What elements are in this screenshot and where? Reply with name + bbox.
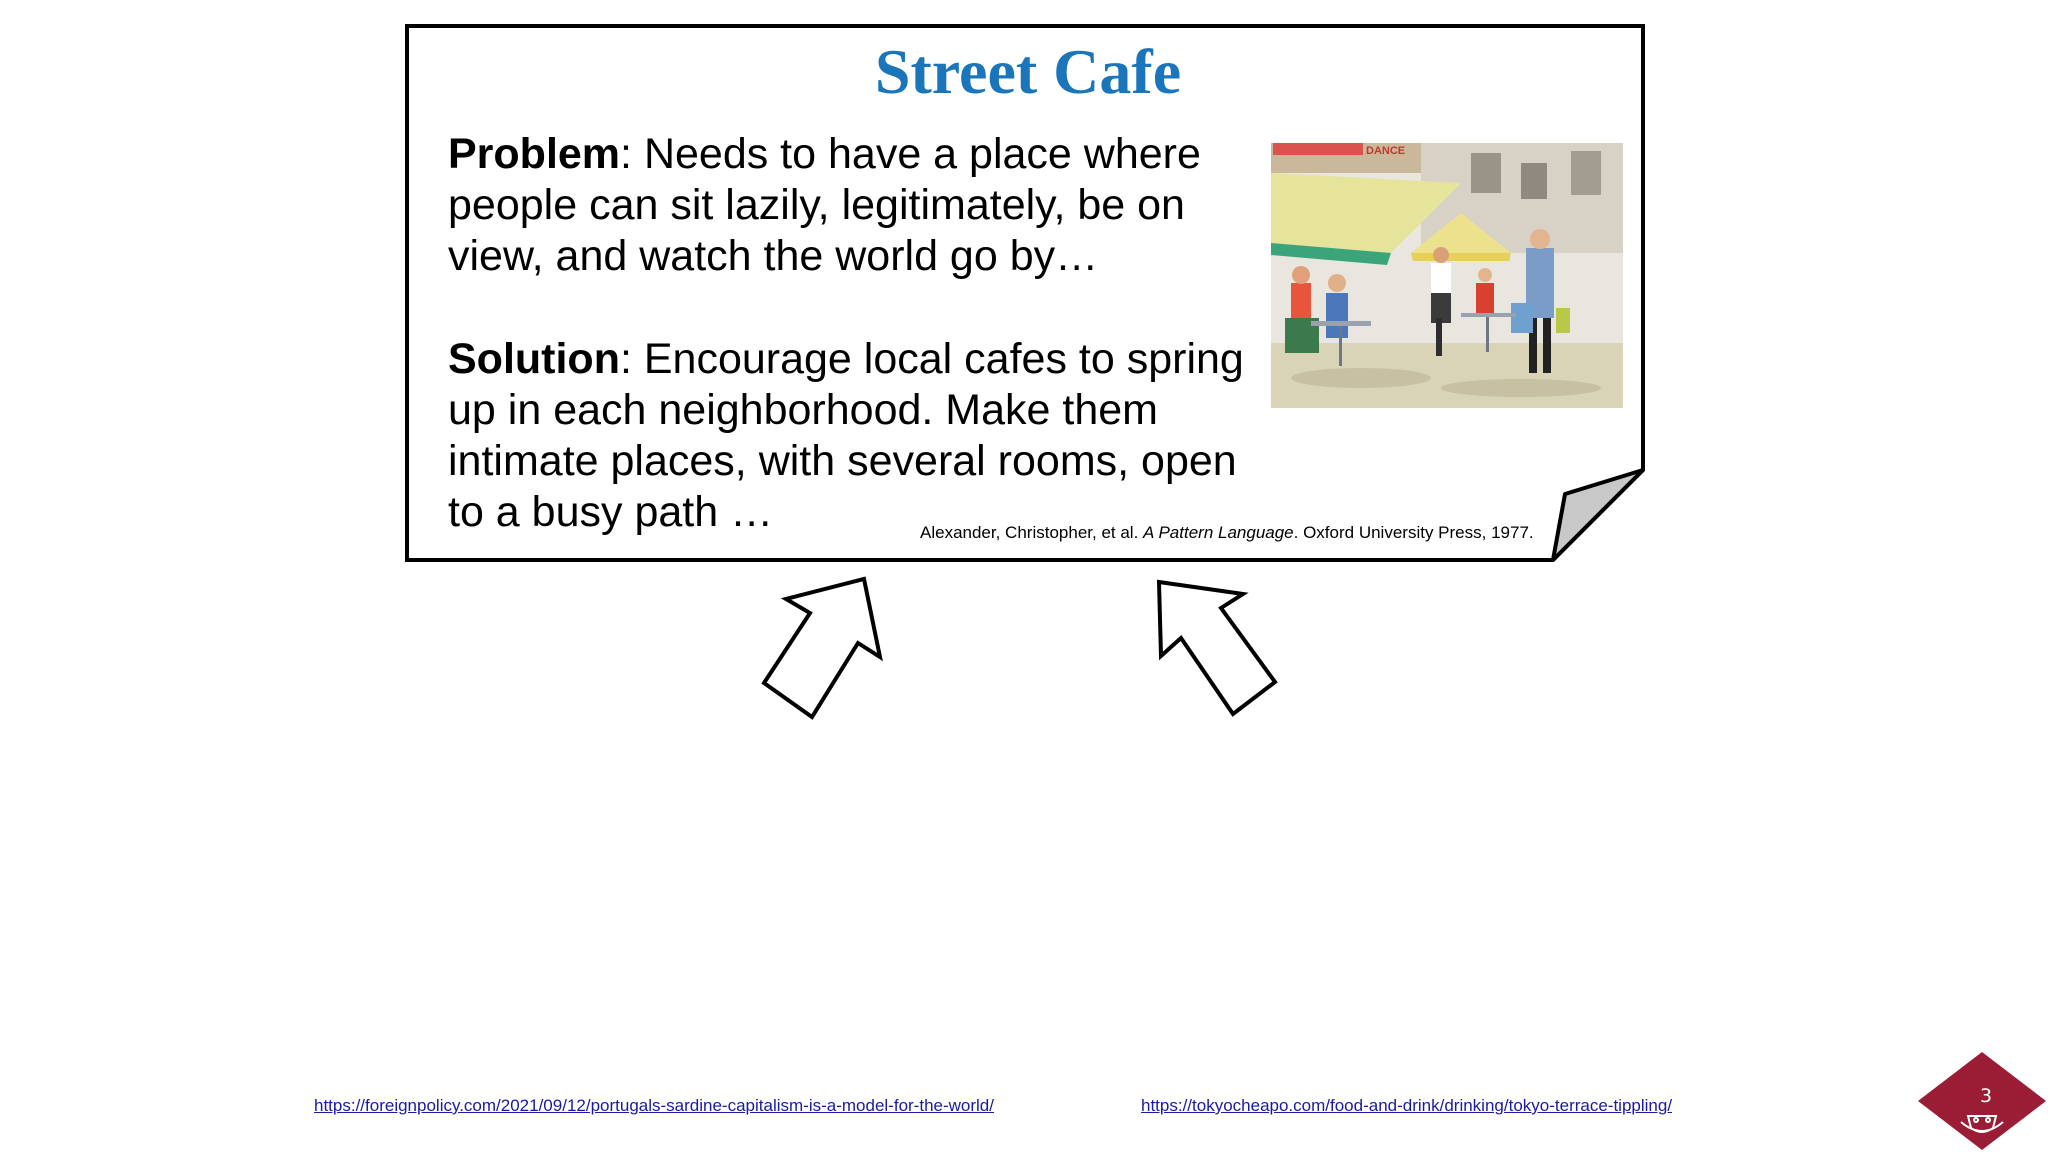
problem-label: Problem: [448, 130, 621, 178]
citation-book-title: A Pattern Language: [1143, 523, 1294, 542]
citation-authors: Alexander, Christopher, et al.: [920, 523, 1144, 542]
problem-paragraph: [448, 129, 1248, 282]
foreignpolicy-link[interactable]: https://foreignpolicy.com/2021/09/12/portugals-sardine-capitalism-is-a-model-for-the-world/: [314, 1096, 994, 1115]
page-number: 3: [1979, 1085, 1993, 1107]
street-cafe-illustration: [1271, 143, 1623, 408]
solution-label: Solution: [448, 335, 620, 383]
tokyocheapo-link[interactable]: https://tokyocheapo.com/food-and-drink/drinking/tokyo-terrace-tippling/: [1141, 1096, 1673, 1115]
citation-publisher: . Oxford University Press, 1977.: [1293, 523, 1534, 542]
up-right-arrow-icon: [760, 575, 890, 725]
citation: [920, 523, 1534, 543]
solution-text: : Encourage local cafes to spring up in each neighborhood. Make them intimate places, with several rooms, open to a busy path …: [448, 335, 1244, 536]
up-left-arrow-icon: [1155, 578, 1285, 723]
problem-text: : Needs to have a place where people can sit lazily, legitimately, be on view, and watch the world go by…: [448, 130, 1201, 280]
slide-title: Street Cafe: [874, 36, 1182, 107]
cafe-sign-text: DANCE: [1366, 145, 1406, 157]
solution-paragraph: [448, 334, 1248, 538]
